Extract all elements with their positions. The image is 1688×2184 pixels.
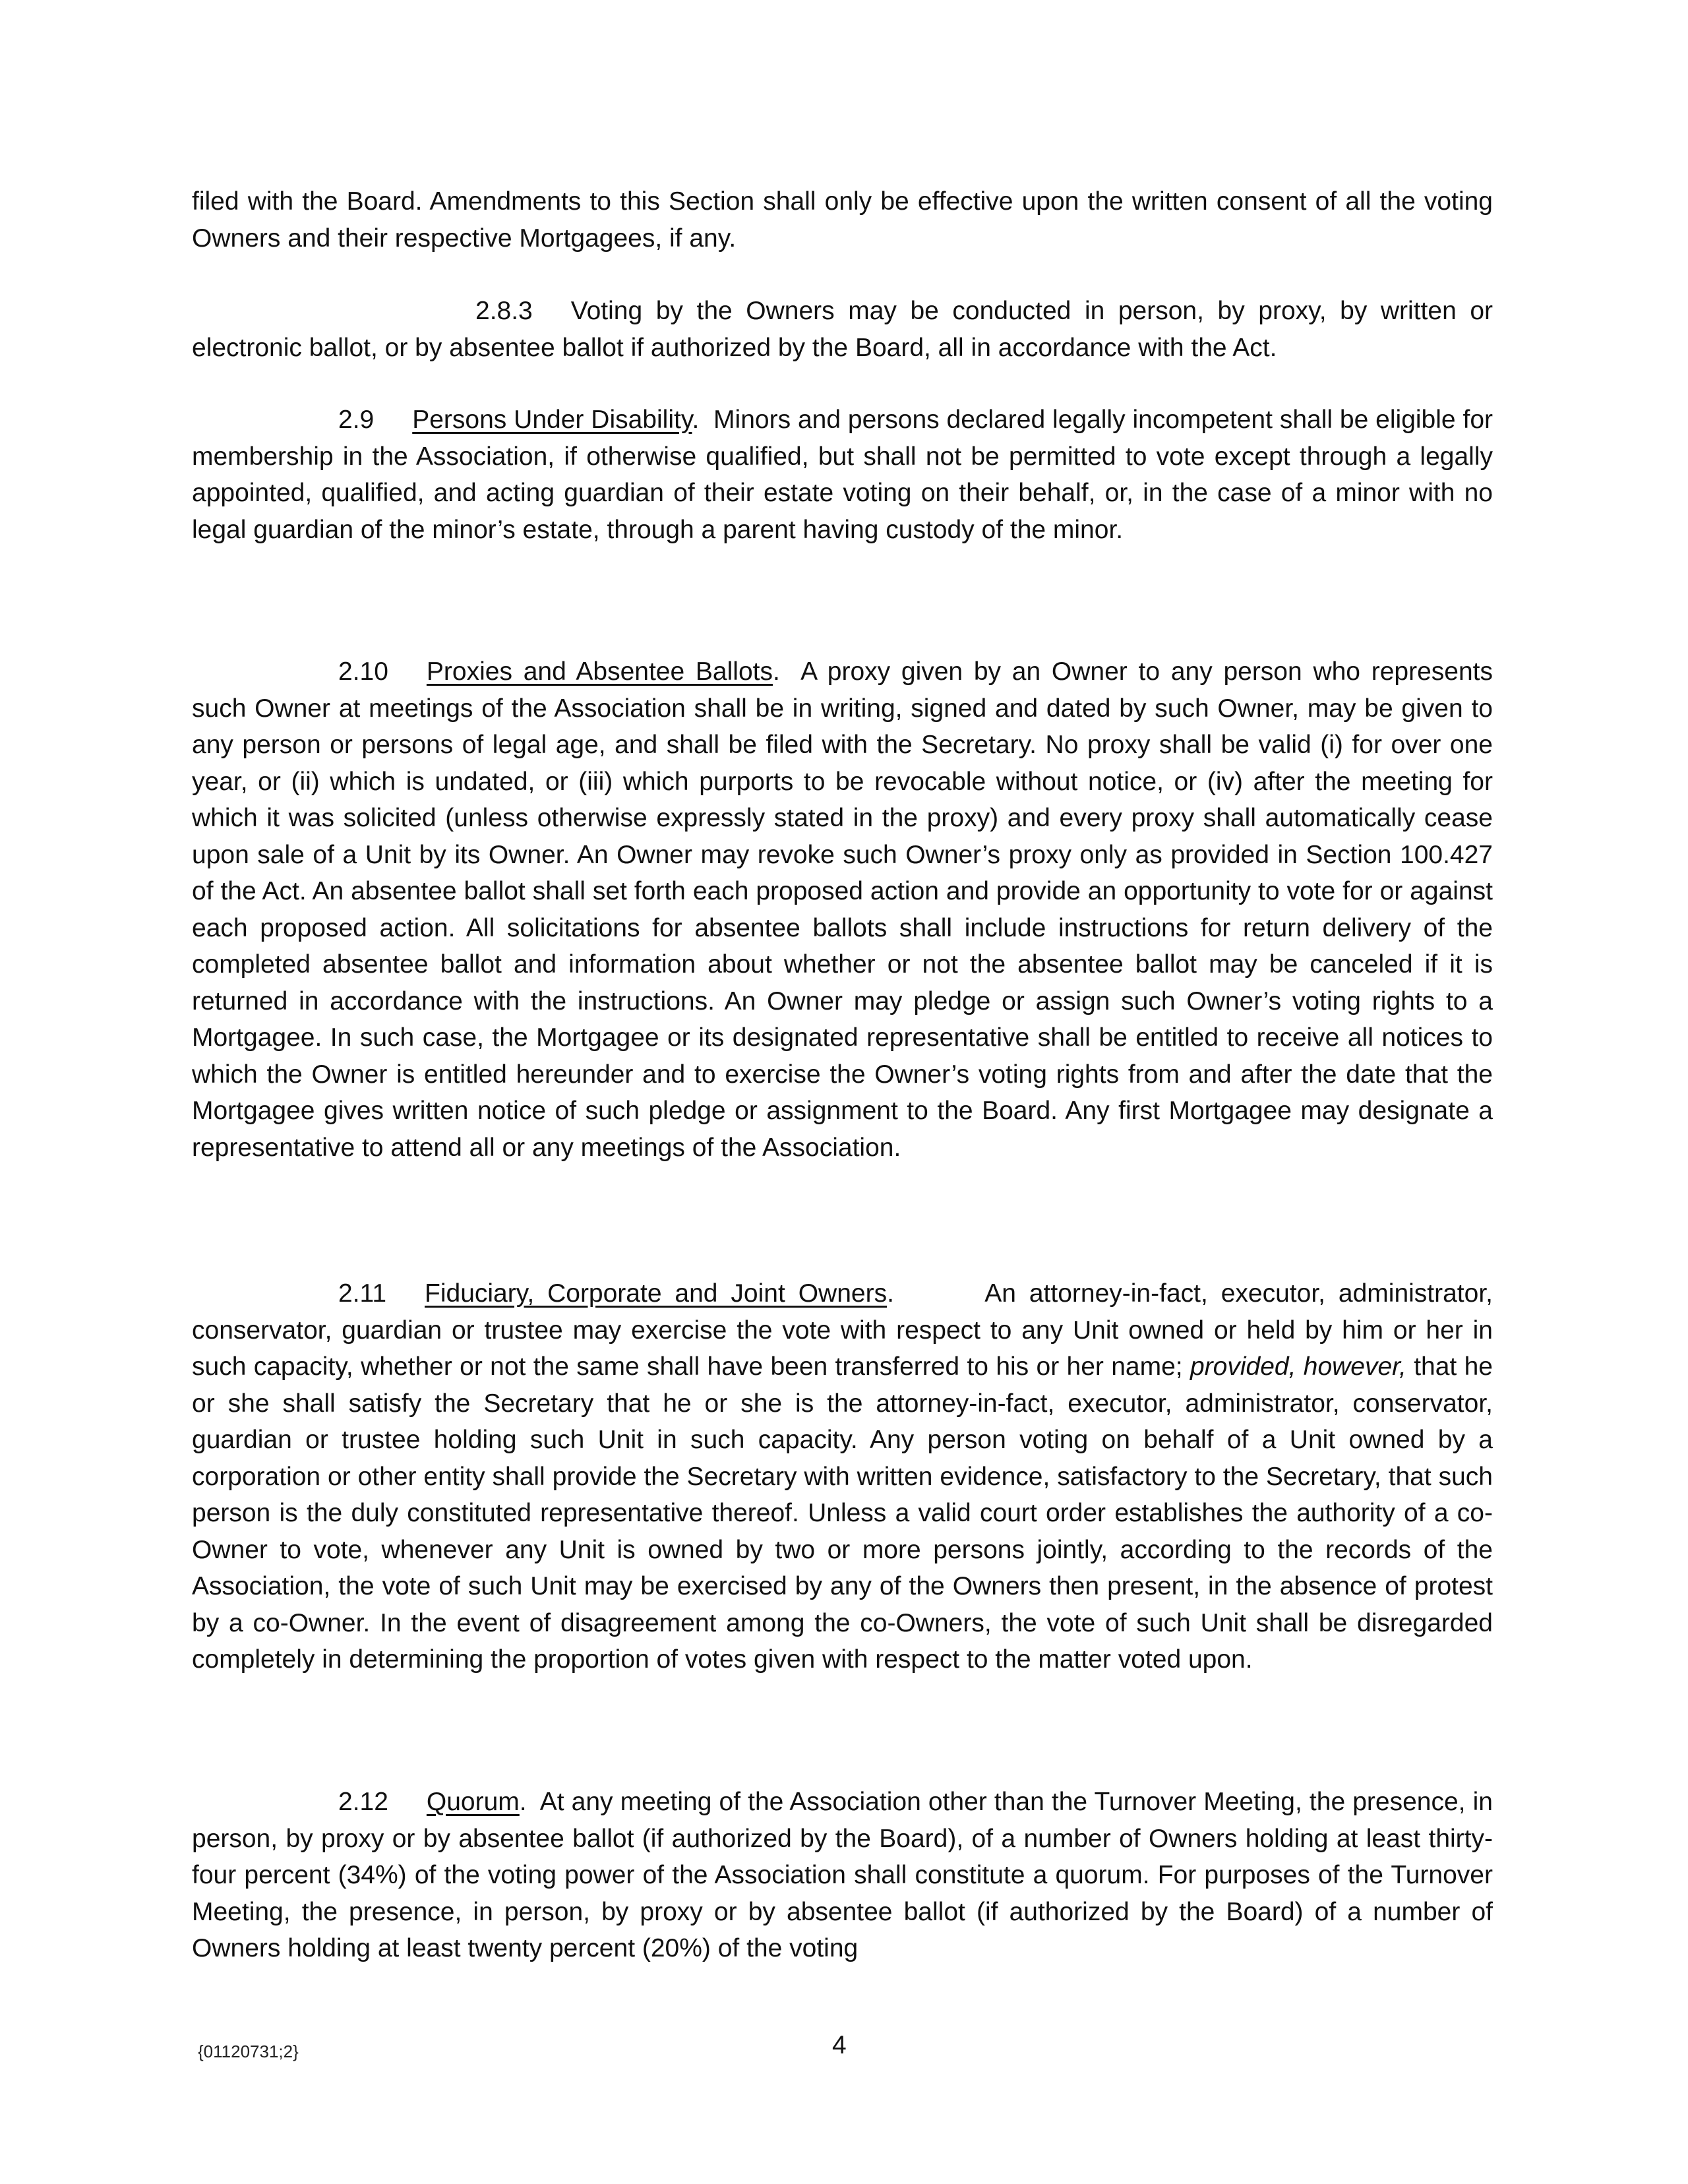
- section-heading: Fiduciary, Corporate and Joint Owners: [425, 1279, 888, 1308]
- section-heading: Proxies and Absentee Ballots: [426, 657, 773, 686]
- section-heading: Persons Under Disability: [412, 406, 692, 434]
- section-2-8-3: [192, 293, 1493, 366]
- section-2-10: 2.10 Proxies and Absentee Ballots. A proxy given by an Owner to any person who represents such Owner at meetings of the Association shall be in writing, signed and dated by such Owner, may be given to any person or persons of legal age, and shall be filed with the Secretary. No proxy shall be valid (i) for over one year, or (ii) which is undated, or (iii) which purports to be revocable without notice, or (iv) after the meeting for which it was solicited (unless otherwise expressly stated in the proxy) and every proxy shall automatically cease upon sale of a Unit by its Owner. An Owner may revoke such Owner’s proxy only as provided in Section 100.427 of the Act. An absentee ballot shall set forth each proposed action and provide an opportunity to vote for or against each proposed action. All solicitations for absentee ballots shall include instructions for return delivery of the completed absentee ballot and information about whether or not the absentee ballot may be canceled if it is returned in accordance with the instructions. An Owner may pledge or assign such Owner’s voting rights to a Mortgagee. In such case, the Mortgagee or its designated representative shall be entitled to receive all notices to which the Owner is entitled hereunder and to exercise the Owner’s voting rights from and after the date that the Mortgagee gives written notice of such pledge or assignment to the Board. Any first Mortgagee may designate a representative to attend all or any meetings of the Association.: [192, 653, 1493, 1166]
- section-text: Voting by the Owners may be conducted in person, by proxy, by written or electronic ballot, or by absentee ballot if authorized by the Board, all in accordance with the Act.: [192, 297, 1493, 362]
- section-text: At any meeting of the Association other than the Turnover Meeting, the presence, in person, by proxy or by absentee ballot (if authorized by the Board), of a number of Owners holding at least thirty-four percent (34%) of the voting power of the Association shall constitute a quorum. For purposes of the Turnover Meeting, the presence, in person, by proxy or by absentee ballot (if authorized by the Board) of a number of Owners holding at least twenty percent (20%) of the voting: [192, 1788, 1493, 1962]
- section-number: 2.9: [338, 406, 375, 434]
- paragraph-continued: [192, 183, 1493, 257]
- section-number: 2.12: [338, 1788, 388, 1816]
- document-id: {01120731;2}: [198, 2042, 299, 2061]
- section-number: 2.11: [338, 1279, 387, 1308]
- section-text: A proxy given by an Owner to any person who represents such Owner at meetings of the Association shall be in writing, signed and dated by such Owner, may be given to any person or persons of legal age, and shall be filed with the Secretary. No proxy shall be valid (i) for over one year, or (ii) which is undated, or (iii) which purports to be revocable without notice, or (iv) after the meeting for which it was solicited (unless otherwise expressly stated in the proxy) and every proxy shall automatically cease upon sale of a Unit by its Owner. An Owner may revoke such Owner’s proxy only as provided in Section 100.427 of the Act. An absentee ballot shall set forth each proposed action and provide an opportunity to vote for or against each proposed action. All solicitations for absentee ballots shall include instructions for return delivery of the completed absentee ballot and information about whether or not the absentee ballot may be canceled if it is returned in accordance with the instructions. An Owner may pledge or assign such Owner’s voting rights to a Mortgagee. In such case, the Mortgagee or its designated representative shall be entitled to receive all notices to which the Owner is entitled hereunder and to exercise the Owner’s voting rights from and after the date that the Mortgagee gives written notice of such pledge or assignment to the Board. Any first Mortgagee may designate a representative to attend all or any meetings of the Association.: [192, 657, 1493, 1162]
- section-text: that he or she shall satisfy the Secretary that he or she is the attorney-in-fact, executor, administrator, conservator, guardian or trustee holding such Unit in such capacity. Any person voting on behalf of a Unit owned by a corporation or other entity shall provide the Secretary with written evidence, satisfactory to the Secretary, that such person is the duly constituted representative thereof. Unless a valid court order establishes the authority of a co-Owner to vote, whenever any Unit is owned by two or more persons jointly, according to the records of the Association, the vote of such Unit may be exercised by any of the Owners then present, in the absence of protest by a co-Owner. In the event of disagreement among the co-Owners, the vote of such Unit shall be disregarded completely in determining the proportion of votes given with respect to the matter voted upon.: [192, 1352, 1493, 1674]
- section-number: 2.8.3: [475, 297, 533, 325]
- section-heading: Quorum: [426, 1788, 520, 1816]
- page-number: 4: [832, 2031, 847, 2059]
- section-2-9: 2.9 Persons Under Disability. Minors and persons declared legally incompetent shall be eligible for membership in the Association, if otherwise qualified, but shall not be permitted to vote except through a legally appointed, qualified, and acting guardian of their estate voting on their behalf, or, in the case of a minor with no legal guardian of the minor’s estate, through a parent having custody of the minor.: [192, 402, 1493, 548]
- section-2-11: 2.11 Fiduciary, Corporate and Joint Owners. An attorney-in-fact, executor, administrator, conservator, guardian or trustee may exercise the vote with respect to any Unit owned or held by him or her in such capacity, whether or not the same shall have been transferred to his or her name; provided, however, that he or she shall satisfy the Secretary that he or she is the attorney-in-fact, executor, administrator, conservator, guardian or trustee holding such Unit in such capacity. Any person voting on behalf of a Unit owned by a corporation or other entity shall provide the Secretary with written evidence, satisfactory to the Secretary, that such person is the duly constituted representative thereof. Unless a valid court order establishes the authority of a co-Owner to vote, whenever any Unit is owned by two or more persons jointly, according to the records of the Association, the vote of such Unit may be exercised by any of the Owners then present, in the absence of protest by a co-Owner. In the event of disagreement among the co-Owners, the vote of such Unit shall be disregarded completely in determining the proportion of votes given with respect to the matter voted upon.: [192, 1275, 1493, 1678]
- paragraph-text: filed with the Board. Amendments to this Section shall only be effective upon the written consent of all the voting Owners and their respective Mortgagees, if any.: [192, 187, 1493, 253]
- section-italic-text: provided, however,: [1190, 1352, 1406, 1381]
- section-2-12: 2.12 Quorum. At any meeting of the Association other than the Turnover Meeting, the presence, in person, by proxy or by absentee ballot (if authorized by the Board), of a number of Owners holding at least thirty-four percent (34%) of the voting power of the Association shall constitute a quorum. For purposes of the Turnover Meeting, the presence, in person, by proxy or by absentee ballot (if authorized by the Board) of a number of Owners holding at least twenty percent (20%) of the voting: [192, 1784, 1493, 1967]
- section-text: Minors and persons declared legally incompetent shall be eligible for membership in the Association, if otherwise qualified, but shall not be permitted to vote except through a legally appointed, qualified, and acting guardian of their estate voting on their behalf, or, in the case of a minor with no legal guardian of the minor’s estate, through a parent having custody of the minor.: [192, 406, 1493, 544]
- section-number: 2.10: [338, 657, 388, 686]
- section-text: An attorney-in-fact, executor, administrator, conservator, guardian or trustee may exercise the vote with respect to any Unit owned or held by him or her in such capacity, whether or not the same shall have been transferred to his or her name;: [192, 1279, 1493, 1381]
